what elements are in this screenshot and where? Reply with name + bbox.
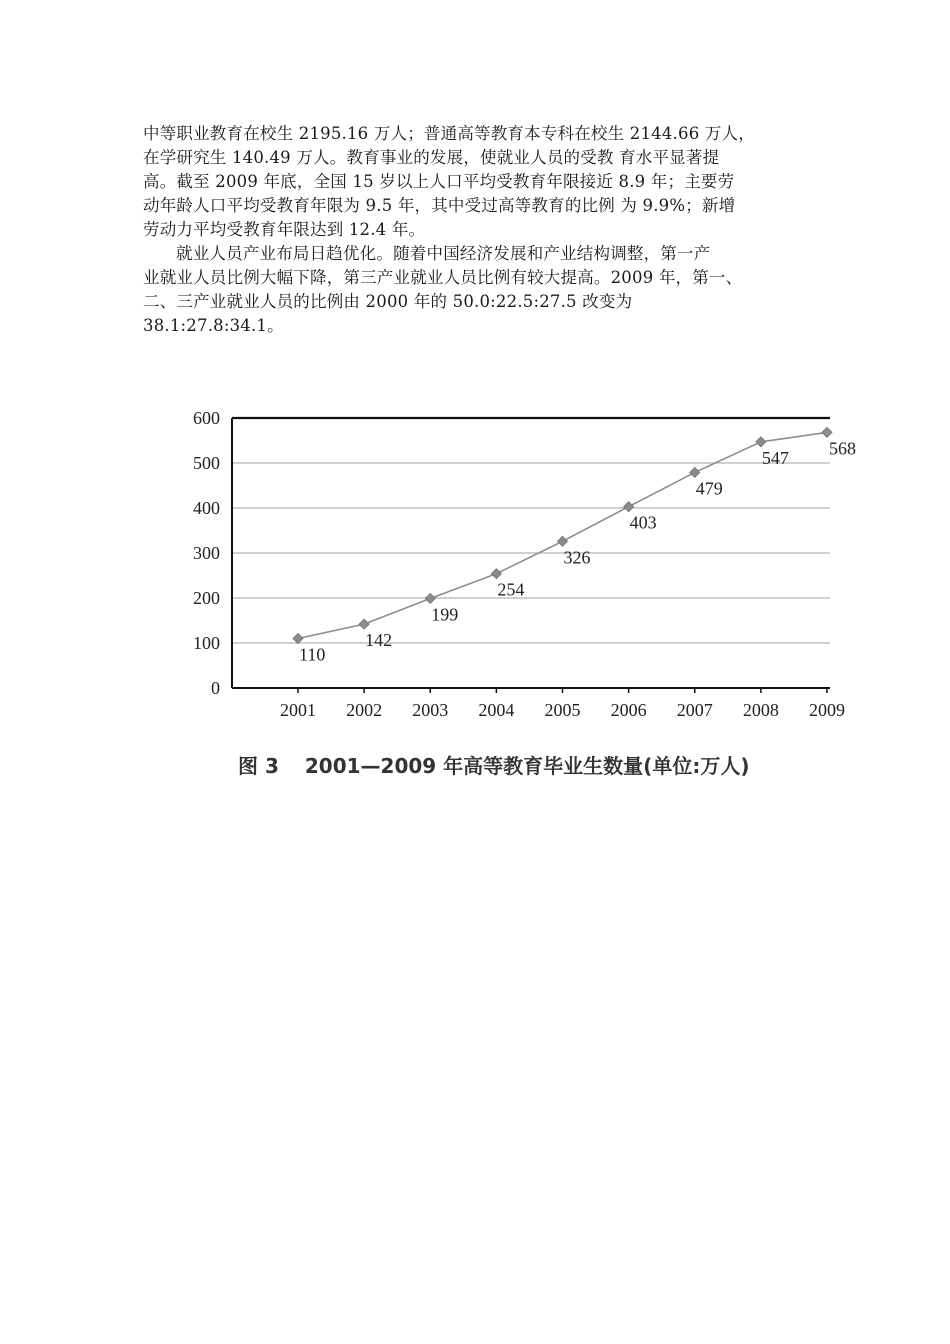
x-tick-label: 2009 [809,700,845,720]
x-tick-label: 2007 [676,700,713,720]
figure-3 [170,400,870,800]
x-tick-label: 2002 [346,700,383,720]
y-tick-label: 300 [193,543,220,563]
data-label: 326 [563,547,591,568]
data-label: 254 [497,579,525,600]
data-label: 547 [761,447,789,468]
data-point [359,619,369,629]
graduates-line-chart [170,400,870,720]
figure-title: 2001—2009 年高等教育毕业生数量(单位:万人) [304,754,750,778]
data-point [293,634,303,644]
x-tick-label: 2005 [544,700,581,720]
x-tick-label: 2001 [280,700,316,720]
x-tick-label: 2006 [610,700,647,720]
data-point [558,536,568,546]
data-point [624,502,634,512]
data-label: 142 [365,630,393,651]
data-label: 403 [629,512,657,533]
data-point [425,593,435,603]
y-tick-label: 200 [193,588,220,608]
y-tick-label: 500 [193,453,220,473]
paragraph-education: 中等职业教育在校生 2195.16 万人；普通高等教育本专科在校生 2144.66 万人， 在学研究生 140.49 万人。教育事业的发展，使就业人员的受教 育水平显著提 高。截至 2009 年底，全国 15 岁以上人口平均受教育年限接近 8.9 年；主要劳 动年龄人口平均受教育年限为 9.5 年，其中受过高等教育的比例 为 9.9%；新增 劳动力平均受教育年限达到 12.4 年。 [143,124,755,239]
x-tick-label: 2003 [412,700,449,720]
y-tick-label: 400 [193,498,220,518]
paragraph-industry: 就业人员产业布局日趋优化。随着中国经济发展和产业结构调整，第一产 业就业人员比例大幅下降，第三产业就业人员比例有较大提高。2009 年，第一、 二、三产业就业人员的比例由 2000 年的 50.0:22.5:27.5 改变为 38.1:27.8:34.1。 [143,244,743,335]
figure-caption [238,750,749,779]
data-label: 568 [829,438,856,459]
body-text [143,122,823,338]
data-point [491,569,501,579]
data-point [690,467,700,477]
x-tick-label: 2008 [742,700,779,720]
data-label: 110 [299,644,326,665]
data-point [756,437,766,447]
data-point [822,427,832,437]
y-tick-label: 0 [211,678,220,698]
figure-number: 图 3 [238,754,279,778]
data-label: 199 [431,604,459,625]
x-tick-label: 2004 [478,700,515,720]
y-tick-label: 600 [193,408,220,428]
data-label: 479 [695,478,723,499]
y-tick-label: 100 [193,633,220,653]
